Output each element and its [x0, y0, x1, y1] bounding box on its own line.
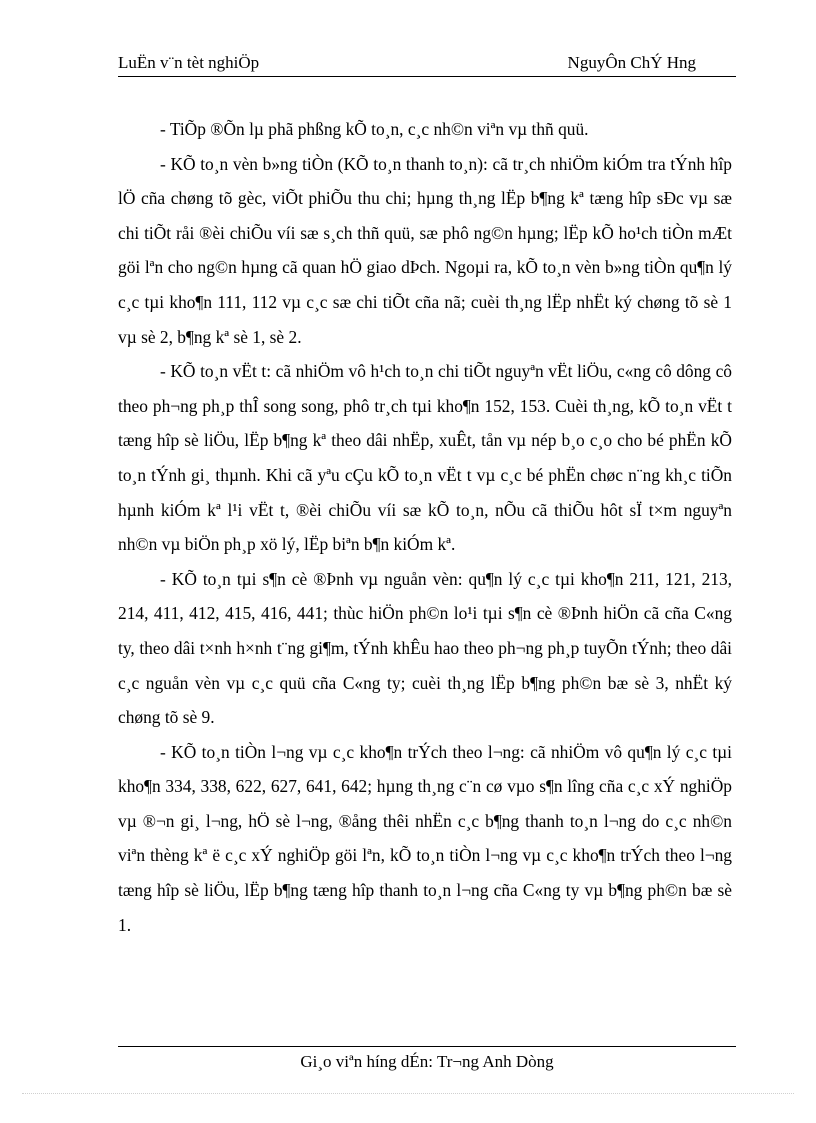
- header-thesis-title: LuËn v¨n tèt nghiÖp: [118, 53, 260, 72]
- paragraph: - KÕ to¸n vèn b»ng tiÒn (KÕ to¸n thanh to¸n): cã tr¸ch nhiÖm kiÓm tra tÝnh hîp lÖ cña chøng tõ gèc, viÕt phiÕu thu chi; hµng th¸ng lËp b¶ng kª tæng hîp sÐc vµ sæ chi tiÕt råi ®èi chiÕu víi sæ s¸ch thñ quü, sæ phô ng©n hµng; lËp kÕ ho¹ch tiÒn mÆt göi lªn cho ng©n hµng cã quan hÖ giao dÞch. Ngoµi ra, kÕ to¸n vèn b»ng tiÒn qu¶n lý c¸c tµi kho¶n 111, 112 vµ c¸c sæ chi tiÕt cña nã; cuèi th¸ng lËp nhËt ký chøng tõ sè 1 vµ sè 2, b¶ng kª sè 1, sè 2.: [118, 153, 732, 347]
- footer-supervisor: Gi¸o viªn híng dÉn: Tr¬ng Anh Dòng: [300, 1052, 554, 1071]
- header-author-name: NguyÔn ChÝ Hng: [567, 53, 696, 72]
- paragraph: - KÕ to¸n vËt t: cã nhiÖm vô h¹ch to¸n chi tiÕt nguyªn vËt liÖu, c«ng cô dông cô theo ph¬ng ph¸p thÎ song song, phô tr¸ch tµi kho¶n 152, 153. Cuèi th¸ng, kÕ to¸n vËt t tæng hîp sè liÖu, lËp b¶ng kª theo dâi nhËp, xuÊt, tån vµ nép b¸o c¸o cho bé phËn kÕ to¸n tÝnh gi¸ thµnh. Khi cã yªu cÇu kÕ to¸n vËt t vµ c¸c bé phËn chøc n¨ng kh¸c tiÕn hµnh kiÓm kª l¹i vËt t, ®èi chiÕu víi sæ kÕ to¸n, nÕu cã thiÕu hôt sÏ t×m nguyªn nh©n vµ biÖn ph¸p xö lý, lËp biªn b¶n kiÓm kª.: [118, 361, 732, 555]
- paragraph: - KÕ to¸n tiÒn l¬ng vµ c¸c kho¶n trÝch theo l¬ng: cã nhiÖm vô qu¶n lý c¸c tµi kho¶n 334, 338, 622, 627, 641, 642; hµng th¸ng c¨n cø vµo s¶n lîng cña c¸c xÝ nghiÖp vµ ®¬n gi¸ l¬ng, hÖ sè l¬ng, ®ång thêi nhËn c¸c b¶ng thanh to¸n l¬ng do c¸c nh©n viªn thèng kª ë c¸c xÝ nghiÖp göi lªn, kÕ to¸n tiÒn l¬ng vµ c¸c kho¶n trÝch theo l¬ng tæng hîp sè liÖu, lËp b¶ng tæng hîp thanh to¸n l¬ng cña C«ng ty vµ b¶ng ph©n bæ sè 1.: [118, 741, 732, 935]
- page-footer: [118, 1046, 736, 1073]
- paragraph: - KÕ to¸n tµi s¶n cè ®Þnh vµ nguån vèn: qu¶n lý c¸c tµi kho¶n 211, 121, 213, 214, 411, 412, 415, 416, 441; thùc hiÖn ph©n lo¹i tµi s¶n cè ®Þnh hiÖn cã cña C«ng ty, theo dâi t×nh h×nh t¨ng gi¶m, tÝnh khÊu hao theo ph¬ng ph¸p tuyÕn tÝnh; theo dâi c¸c nguån vèn vµ c¸c quü cña C«ng ty; cuèi th¸ng lËp b¶ng ph©n bæ sè 3, nhËt ký chøng tõ sè 9.: [118, 568, 732, 728]
- document-body: [118, 112, 732, 942]
- page-edge-divider: [22, 1093, 794, 1094]
- paragraph: - TiÕp ®Õn lµ phã phßng kÕ to¸n, c¸c nh©n viªn vµ thñ quü.: [160, 119, 589, 139]
- page-header: [118, 52, 736, 77]
